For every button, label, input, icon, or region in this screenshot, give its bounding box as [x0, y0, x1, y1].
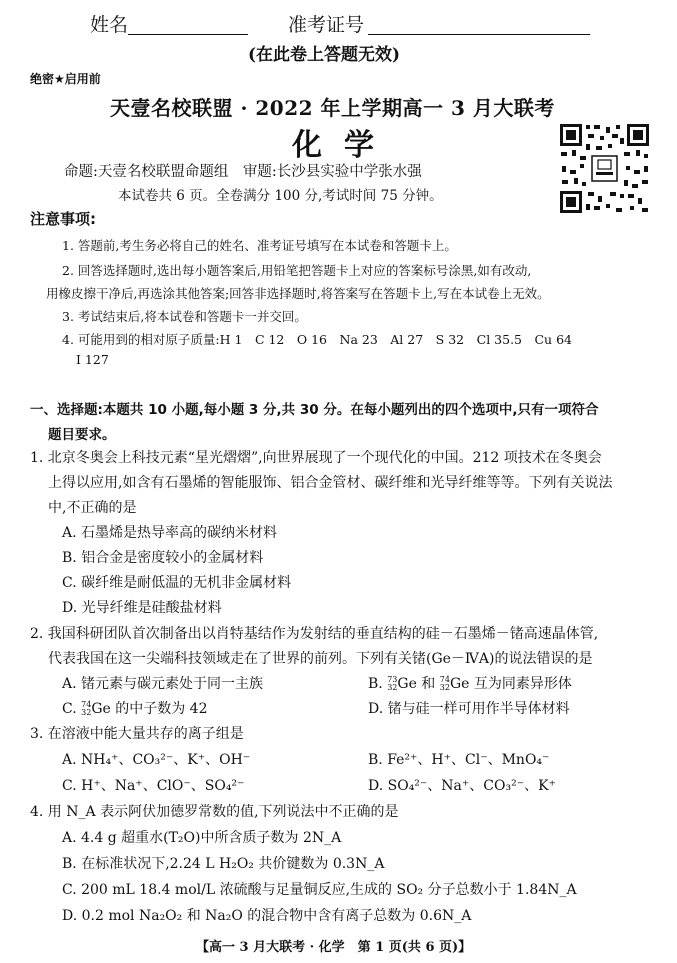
- name-underline: [128, 34, 248, 35]
- q2-option-c-atomic: 32: [81, 708, 92, 717]
- q2-option-b-nuclide-2: [440, 676, 450, 692]
- section-heading-cont: 题目要求。: [48, 427, 116, 443]
- ticket-underline: [368, 34, 590, 35]
- q2-option-c-nuclide: [81, 701, 91, 717]
- q4-option-d: D. 0.2 mol Na₂O₂ 和 Na₂O 的混合物中含有离子总数为 0.6N_A: [62, 908, 472, 924]
- q1-option-a: A. 石墨烯是热导率高的碳纳米材料: [62, 525, 278, 541]
- q1-option-b: B. 铝合金是密度较小的金属材料: [62, 550, 264, 566]
- q1-option-d: D. 光导纤维是硅酸盐材料: [62, 600, 222, 616]
- no-answer-note: (在此卷上答题无效): [248, 45, 401, 65]
- q4-option-c: C. 200 mL 18.4 mol/L 浓硫酸与足量铜反应,生成的 SO₂ 分子总数小于 1.84N_A: [62, 882, 577, 898]
- exam-title: 天壹名校联盟 · 2022 年上学期高一 3 月大联考: [110, 96, 555, 120]
- q2-option-b-nuclide-1: [387, 676, 397, 692]
- q1-option-c: C. 碳纤维是耐低温的无机非金属材料: [62, 575, 292, 591]
- q2-stem-line-1: 2. 我国科研团队首次制备出以肖特基结作为发射结的垂直结构的硅－石墨烯－锗高速晶体管,: [30, 626, 599, 642]
- q3-option-c: C. H⁺、Na⁺、ClO⁻、SO₄²⁻: [62, 778, 245, 794]
- q2-option-b: [368, 673, 572, 693]
- q2-option-b-mass-1: 73: [387, 675, 398, 684]
- page-footer: 【高一 3 月大联考 · 化学 第 1 页(共 6 页)】: [196, 940, 472, 955]
- q4-option-a: A. 4.4 g 超重水(T₂O)中所含质子数为 2N_A: [62, 830, 342, 846]
- ticket-label: 准考证号: [288, 14, 365, 36]
- notice-title: 注意事项:: [30, 210, 96, 228]
- q2-option-b-atomic-1: 32: [387, 683, 398, 692]
- q2-option-c-prefix: C.: [62, 701, 77, 717]
- name-label: 姓名: [90, 14, 129, 36]
- qr-code-icon: [558, 122, 651, 215]
- q3-option-a: A. NH₄⁺、CO₃²⁻、K⁺、OH⁻: [62, 752, 251, 768]
- q2-option-c-mass: 74: [81, 700, 92, 709]
- q2-option-b-atomic-2: 32: [439, 683, 450, 692]
- exam-info: 本试卷共 6 页。全卷满分 100 分,考试时间 75 分钟。: [118, 188, 443, 204]
- q1-stem-line-2: 上得以应用,如含有石墨烯的智能服饰、铝合金管材、碳纤维和光导纤维等等。下列有关说法: [48, 475, 613, 491]
- q1-stem-line-1: 1. 北京冬奥会上科技元素“星光熠熠”,向世界展现了一个现代化的中国。212 项技术在冬奥会: [30, 450, 602, 466]
- q2-option-b-suffix: Ge 互为同素异形体: [449, 676, 572, 692]
- notice-item-1: 1. 答题前,考生务必将自己的姓名、准考证号填写在本试卷和答题卡上。: [62, 238, 457, 253]
- section-heading: 一、选择题:本题共 10 小题,每小题 3 分,共 30 分。在每小题列出的四个选项中,只有一项符合: [30, 402, 599, 418]
- q2-option-d: D. 锗与硅一样可用作半导体材料: [368, 701, 570, 717]
- notice-item-4: 4. 可能用到的相对原子质量:H 1 C 12 O 16 Na 23 Al 27 S 32 Cl 35.5 Cu 64: [62, 332, 572, 347]
- notice-item-2-cont: 用橡皮擦干净后,再选涂其他答案;回答非选择题时,将答案写在答题卡上,写在本试卷上无效。: [46, 286, 550, 301]
- q3-option-b: B. Fe²⁺、H⁺、Cl⁻、MnO₄⁻: [368, 752, 550, 768]
- notice-item-4-cont: I 127: [76, 352, 109, 367]
- secret-mark: 绝密★启用前: [30, 72, 101, 86]
- q2-option-a: A. 锗元素与碳元素处于同一主族: [62, 676, 264, 692]
- q1-stem-line-3: 中,不正确的是: [48, 500, 137, 516]
- q2-stem-line-2: 代表我国在这一尖端科技领域走在了世界的前列。下列有关锗(Ge－ⅣA)的说法错误的是: [48, 651, 593, 667]
- qr-code: [558, 122, 651, 215]
- q2-option-c: [62, 698, 208, 718]
- q2-option-c-suffix: Ge 的中子数为 42: [91, 701, 208, 717]
- q2-option-b-mass-2: 74: [439, 675, 450, 684]
- q3-option-d: D. SO₄²⁻、Na⁺、CO₃²⁻、K⁺: [368, 778, 556, 794]
- q3-stem: 3. 在溶液中能大量共存的离子组是: [30, 726, 244, 742]
- subject-title: 化学: [292, 128, 396, 163]
- notice-item-3: 3. 考试结束后,将本试卷和答题卡一并交回。: [62, 309, 307, 324]
- q2-option-b-prefix: B.: [368, 676, 383, 692]
- q2-option-b-middle: Ge 和: [397, 676, 436, 692]
- q4-option-b: B. 在标准状况下,2.24 L H₂O₂ 共价键数为 0.3N_A: [62, 856, 385, 872]
- authors-line: 命题:天壹名校联盟命题组 审题:长沙县实验中学张水强: [64, 164, 422, 180]
- notice-item-2: 2. 回答选择题时,选出每小题答案后,用铅笔把答题卡上对应的答案标号涂黑,如有改动,: [62, 263, 532, 278]
- q4-stem: 4. 用 N_A 表示阿伏加德罗常数的值,下列说法中不正确的是: [30, 804, 399, 820]
